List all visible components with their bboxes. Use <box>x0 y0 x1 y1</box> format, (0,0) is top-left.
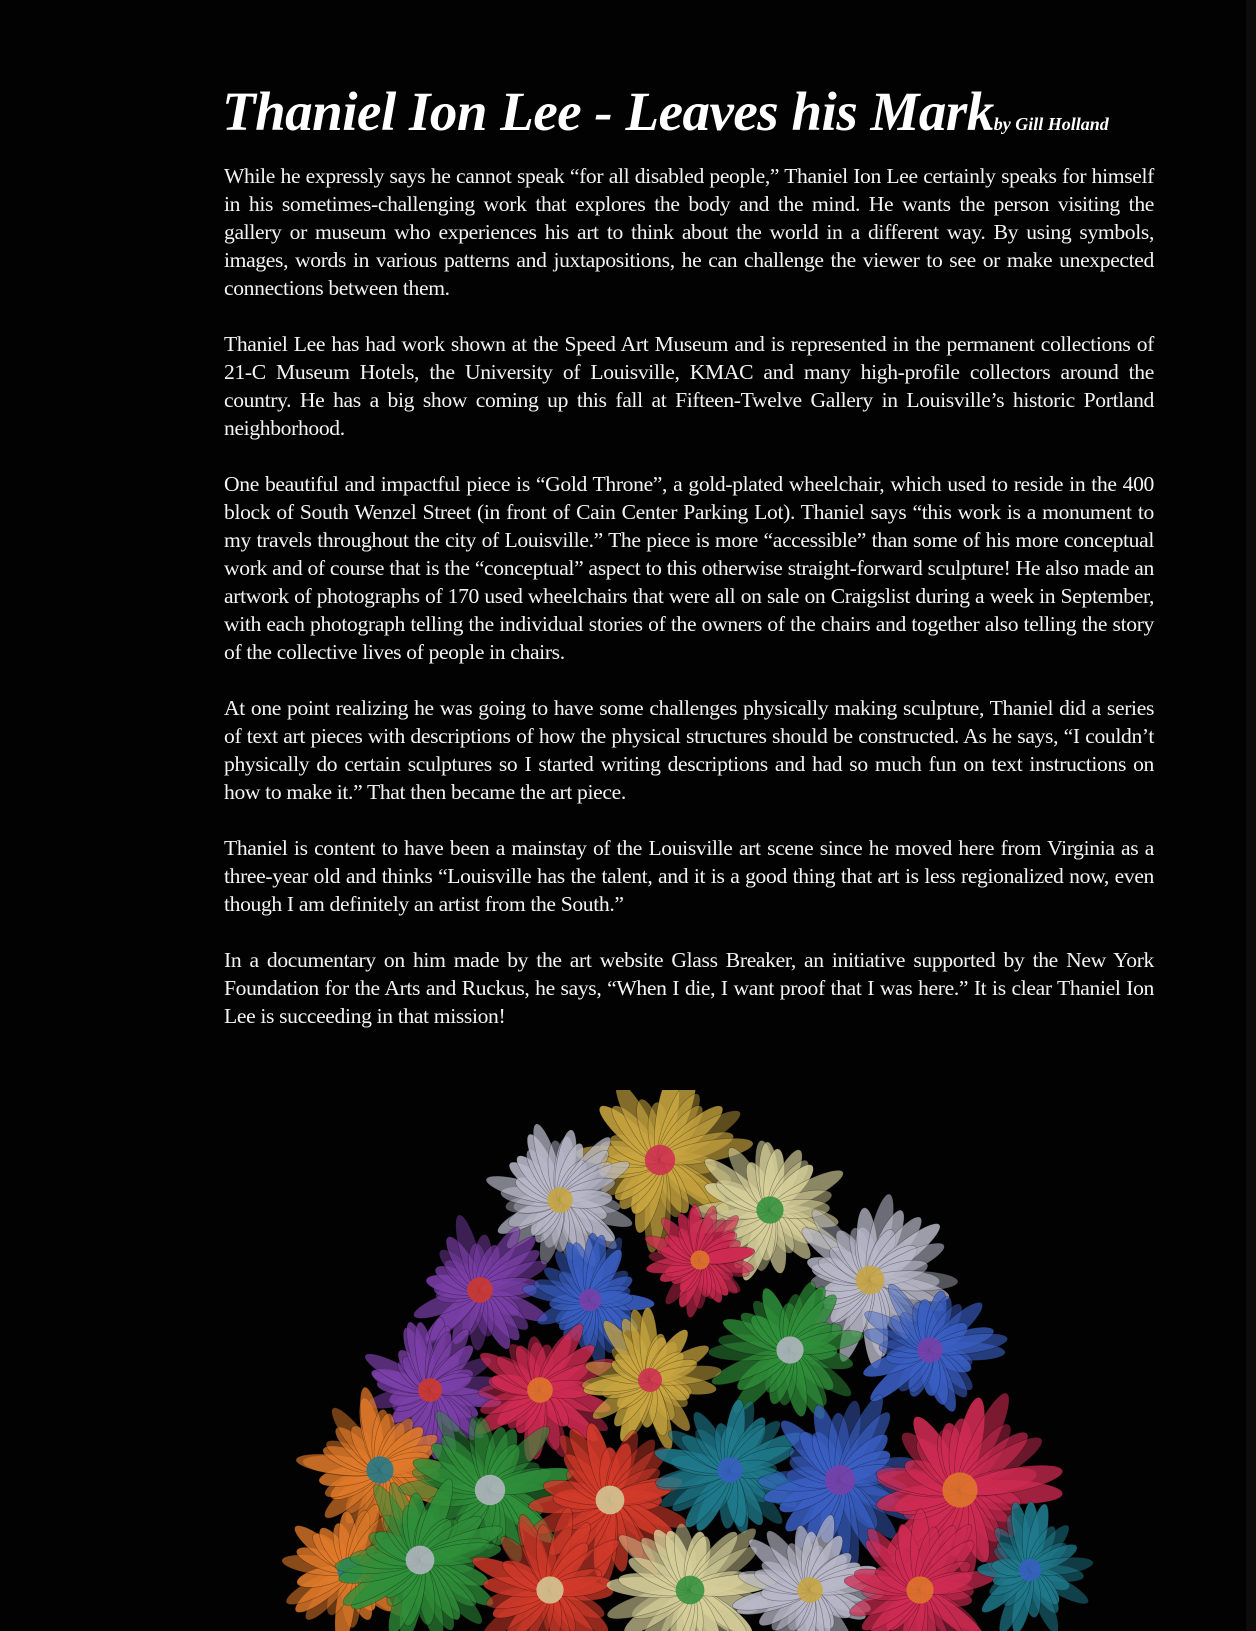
article-paragraph: In a documentary on him made by the art website Glass Breaker, an initiative supported by the New York Foundation for the Arts and Ruckus, he says, “When I die, I want proof that I was here.” It is clear Thaniel Ion Lee is succeeding in that mission! <box>224 948 1154 1028</box>
blossom-center <box>475 1475 505 1505</box>
blossom-center <box>776 1336 803 1363</box>
article-title: Thaniel Ion Lee - Leaves his Mark <box>222 81 994 142</box>
blossom-center <box>638 1368 662 1392</box>
blossom-center <box>418 1378 442 1402</box>
article-paragraph: One beautiful and impactful piece is “Gold Throne”, a gold-plated wheelchair, which used to reside in the 400 block of South Wenzel Street (in front of Cain Center Parking Lot). Thaniel says “this work is a monument to my travels throughout the city of Louisville.” The piece is more “accessible” than some of his more conceptual work and of course that is the “conceptual” aspect to this otherwise straight-forward sculpture! He also made an artwork of photographs of 170 used wheelchairs that were all on sale on Craigslist during a week in September, with each photograph telling the individual stories of the owners of the chairs and together also telling the story of the collective lives of people in chairs. <box>224 472 1154 664</box>
blossom-center <box>547 1187 573 1213</box>
article-header <box>222 80 1182 143</box>
blossom-center <box>756 1196 783 1223</box>
blossom-center <box>536 1576 563 1603</box>
page-edge <box>1246 0 1256 1631</box>
blossom-center <box>856 1266 885 1295</box>
blossom-center <box>717 1457 743 1483</box>
blossom-center <box>467 1277 493 1303</box>
article-paragraph: Thaniel Lee has had work shown at the Speed Art Museum and is represented in the permanent collections of 21-C Museum Hotels, the University of Louisville, KMAC and many high-profile collectors around the country. He has a big show coming up this fall at Fifteen-Twelve Gallery in Louisville’s historic Portland neighborhood. <box>224 332 1154 440</box>
blossom-center <box>1019 1559 1041 1581</box>
blossom-center <box>406 1546 435 1575</box>
blossom-center <box>825 1465 855 1495</box>
article-paragraph: While he expressly says he cannot speak “for all disabled people,” Thaniel Ion Lee certainly speaks for himself in his sometimes-challenging work that explores the body and the mind. He wants the person visiting the gallery or museum who experiences his art to think about the world in a different way. By using symbols, images, words in various patterns and juxtapositions, he can challenge the viewer to see or make unexpected connections between them. <box>224 164 1154 300</box>
blossom-center <box>942 1472 977 1507</box>
blossom-center <box>579 1289 601 1311</box>
floral-artwork-image <box>230 1090 1110 1631</box>
blossom-center <box>527 1377 553 1403</box>
floral-mound-illustration <box>230 1090 1110 1631</box>
article-byline: by Gill Holland <box>993 114 1109 134</box>
blossom-center <box>366 1456 393 1483</box>
article-paragraph: At one point realizing he was going to have some challenges physically making sculpture, Thaniel did a series of text art pieces with descriptions of how the physical structures should be constructed. As he says, “I couldn’t physically do certain sculptures so I started writing descriptions and had so much fun on text instructions on how to make it.” That then became the art piece. <box>224 696 1154 804</box>
blossom-center <box>645 1145 675 1175</box>
blossom-center <box>596 1486 625 1515</box>
blossom-center <box>906 1576 933 1603</box>
article-paragraph: Thaniel is content to have been a mainstay of the Louisville art scene since he moved here from Virginia as a three-year old and thinks “Louisville has the talent, and it is a good thing that art is less regionalized now, even though I am definitely an artist from the South.” <box>224 836 1154 916</box>
blossom-center <box>797 1577 823 1603</box>
blossom-center <box>676 1576 705 1605</box>
article-body <box>224 162 1154 1058</box>
blossom-center <box>917 1337 943 1363</box>
blossom-center <box>690 1250 709 1269</box>
